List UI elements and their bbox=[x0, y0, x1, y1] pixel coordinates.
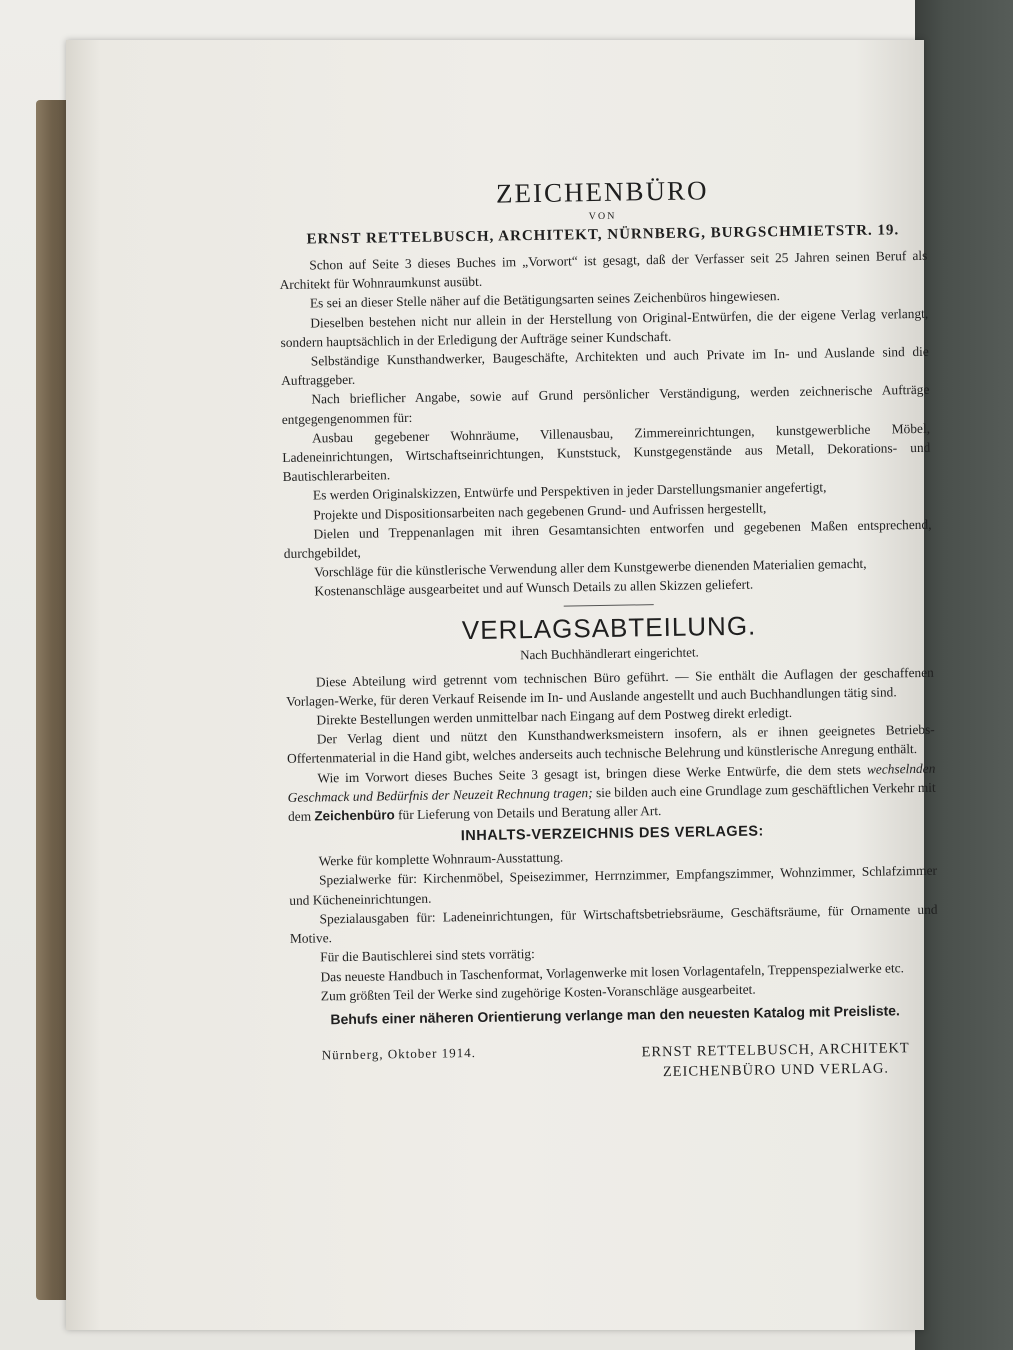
paragraph: Direkte Bestellungen werden unmittelbar nach Eingang auf dem Postweg direkt erledigt. bbox=[316, 705, 793, 728]
paragraph: Werke für komplette Wohnraum-Ausstattung. bbox=[318, 849, 564, 869]
contents-heading: INHALTS-VERZEICHNIS DES VERLAGES: bbox=[460, 823, 764, 845]
paragraph: Selbständige Kunsthandwerker, Baugeschäfte, Architekten und auch Private im In- und Auslande sind die Auftraggeber. bbox=[281, 343, 929, 389]
paragraph: Zum größten Teil der Werke sind zugehörige Kosten-Voranschläge ausgearbeitet. bbox=[320, 981, 756, 1004]
von-label: VON bbox=[588, 210, 617, 223]
section-subtitle: Nach Buchhändlerart eingerichtet. bbox=[520, 644, 699, 662]
text-run: Wie im Vorwort dieses Buches Seite 3 gesagt ist, bringen diese Werke Entwürfe, die dem stets bbox=[317, 761, 868, 786]
divider bbox=[564, 604, 654, 606]
paragraph: Das neueste Handbuch in Taschenformat, Vorlagenwerke mit losen Vorlagentafeln, Treppenspezialwerke etc. bbox=[320, 959, 905, 984]
paragraph: Kostenanschläge ausgearbeitet und auf Wunsch Details zu allen Skizzen geliefert. bbox=[314, 577, 754, 599]
paragraph: Projekte und Dispositionsarbeiten nach gegebenen Grund- und Aufrissen hergestellt, bbox=[313, 500, 767, 523]
signature-line: ERNST RETTELBUSCH, ARCHITEKT bbox=[641, 1040, 910, 1061]
paragraph: Schon auf Seite 3 dieses Buches im „Vorwort“ ist gesagt, daß der Verfasser seit 25 Jahren seinen Beruf als Architekt für Wohnraumkunst ausübt. bbox=[279, 247, 928, 293]
paragraph: Für die Bautischlerei sind stets vorrätig: bbox=[320, 946, 535, 965]
page-title: ZEICHENBÜRO bbox=[495, 175, 709, 209]
signature bbox=[641, 1038, 910, 1082]
closing-note: Behufs einer näheren Orientierung verlange man den neuesten Katalog mit Preisliste. bbox=[330, 1002, 900, 1028]
page-content bbox=[278, 170, 940, 1090]
paragraph: Nach brieflicher Angabe, sowie auf Grund persönlicher Verständigung, werden zeichnerische Aufträge entgegengenommen für: bbox=[281, 382, 930, 427]
paragraph: Der Verlag dient und nützt den Kunsthandwerksmeistern insofern, als er ihnen geeignetes Betriebs-Offertenmaterial in die Hand gibt, welches anderseits auch technische Belehrung und künstlerische Anregung enthält. bbox=[286, 722, 935, 767]
paragraph: Es sei an dieser Stelle näher auf die Betätigungsarten seines Zeichenbüros hingewiesen. bbox=[309, 288, 781, 311]
book-page bbox=[66, 40, 938, 1330]
text-run: sie bilden auch eine Grundlage zum geschäftlichen Verkehr mit dem bbox=[287, 779, 936, 824]
paragraph: Dielen und Treppenanlagen mit ihren Gesamtansichten entworfen und gegebenen Maßen entsprechend, durchgebildet, bbox=[283, 516, 932, 561]
address-line: ERNST RETTELBUSCH, ARCHITEKT, NÜRNBERG, BURGSCHMIETSTR. 19. bbox=[306, 222, 900, 248]
paragraph: Spezialausgaben für: Ladeneinrichtungen, für Wirtschaftsbetriebsräume, Geschäftsräume, für Ornamente und Motive. bbox=[289, 901, 938, 946]
paragraph: Ausbau gegebener Wohnräume, Villenausbau, Zimmereinrichtungen, kunstgewerbliche Möbel, Ladeneinrichtungen, Wirtschaftseinrichtungen, Kunststuck, Kunstgegenstände aus Metall, Dekorations- und Bautischlerarbeiten. bbox=[282, 420, 931, 485]
italic-text: wechselnden Geschmack und Bedürfnis der Neuzeit Rechnung tragen; bbox=[287, 760, 936, 805]
footer bbox=[292, 1032, 941, 1090]
paragraph: Vorschläge für die künstlerische Verwendung aller dem Kunstgewerbe dienenden Materialien gemacht, bbox=[314, 556, 867, 580]
bold-text: Zeichenbüro bbox=[314, 807, 395, 824]
signature-line: ZEICHENBÜRO UND VERLAG. bbox=[662, 1060, 890, 1080]
paragraph: Spezialwerke für: Kirchenmöbel, Speisezimmer, Herrnzimmer, Empfangszimmer, Wohnzimmer, Schlafzimmer und Kücheneinrichtungen. bbox=[289, 863, 938, 908]
paragraph bbox=[287, 758, 936, 826]
paragraph: Es werden Originalskizzen, Entwürfe und Perspektiven in jeder Darstellungsmanier angefertigt, bbox=[312, 479, 827, 503]
paragraph: Diese Abteilung wird getrennt vom technischen Büro geführt. — Sie enthält die Auflagen der geschaffenen Vorlagen-Werke, für deren Verkauf Reisende im In- und Auslande angestellt und auch Buchhandlungen tätig sind. bbox=[286, 664, 934, 709]
section-title: VERLAGSABTEILUNG. bbox=[461, 610, 757, 645]
text-run: für Lieferung von Details und Beratung aller Art. bbox=[394, 803, 662, 823]
paragraph: Dieselben bestehen nicht nur allein in der Herstellung von Original-Entwürfen, die der eigene Verlag verlangt, sondern hauptsächlich in der Erledigung der Aufträge seiner Kundschaft. bbox=[280, 305, 929, 350]
place-date: Nürnberg, Oktober 1914. bbox=[321, 1044, 477, 1063]
